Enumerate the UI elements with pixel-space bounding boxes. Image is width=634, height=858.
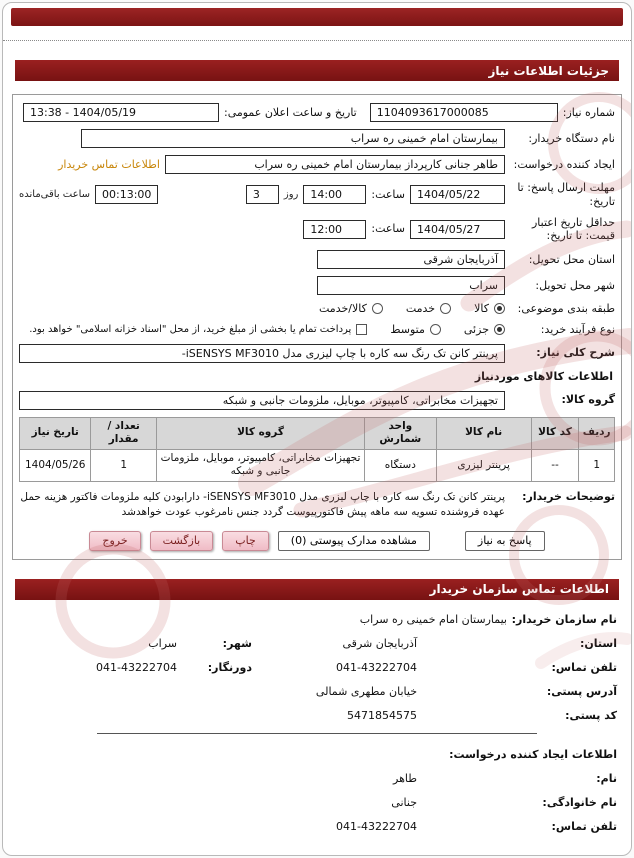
process-radio-minor[interactable] [494,324,505,335]
process-type-label: نوع فرآیند خرید: [540,322,615,336]
goods-group-value: تجهیزات مخابراتی، کامپیوتر، موبایل، ملزومات جانبی و شبکه [19,391,505,410]
remaining-days-value: 3 [246,185,279,204]
treasury-checkbox[interactable] [356,324,367,335]
col-quantity: تعداد / مقدار [91,417,156,449]
row-process-type [19,323,615,337]
creator-phone-label: تلفن تماس: [551,819,617,833]
col-row-number: ردیف [579,417,615,449]
contact-province-label: استان: [580,636,617,650]
cell-row-number: 1 [579,449,615,481]
category-option-goods-service: کالا/خدمت [319,302,367,316]
row-buyer-notes [19,490,615,520]
row-description [19,344,615,363]
need-number-value: 1104093617000085 [370,103,558,122]
deadline-time-value: 14:00 [303,185,366,204]
price-validity-time-label: ساعت: [371,222,405,236]
buyer-org-value: بیمارستان امام خمینی ره سراب [81,129,505,148]
top-bar [11,8,623,26]
respond-button[interactable]: پاسخ به نیاز [465,531,545,551]
process-option-medium: متوسط [390,323,425,337]
row-postal-address [17,685,617,698]
delivery-city-value: سراب [317,276,505,295]
view-attachments-button[interactable]: مشاهده مدارک پیوستی (0) [278,531,430,551]
items-table [19,417,615,483]
buyer-notes-value: پرینتر کانن تک رنگ سه کاره با چاپ لیزری مدل iSENSYS MF3010- دارابودن کلیه ملزومات فاکتور هزینه حمل عهده فروشنده تسویه سه ماهه پیش فاکتورپیوست گردد جنس نامرغوب عودت خواهدشد [20,491,505,519]
process-radio-medium[interactable] [430,324,441,335]
category-radio-service[interactable] [440,303,451,314]
cell-item-code: -- [531,449,579,481]
print-button[interactable]: چاپ [222,531,269,551]
contact-city-value: سراب [148,636,177,650]
category-radio-goods[interactable] [494,303,505,314]
price-validity-time: 12:00 [303,220,366,239]
row-creator [19,155,615,174]
row-creator-last-name [17,796,617,809]
contact-fax-label: دورنگار: [207,660,252,674]
announce-datetime-value: 13:38 - 1404/05/19 [23,103,219,122]
category-label: طبقه بندی موضوعی: [517,302,615,315]
contact-fax-value: 041-43222704 [96,660,177,674]
creator-value: طاهر جنانی کارپرداز بیمارستان امام خمینی ره سراب [165,155,505,174]
buyer-notes-label: توضیحات خریدار: [522,490,615,504]
goods-group-label: گروه کالا: [561,393,615,407]
deadline-time-label: ساعت: [371,187,405,201]
description-value: پرینتر کانن تک رنگ سه کاره با چاپ لیزری مدل iSENSYS MF3010- [19,344,505,363]
page [2,2,632,856]
back-button[interactable]: بازگشت [150,531,214,551]
remaining-days-label: روز [283,188,299,200]
contact-province-value: آذربایجان شرقی [342,636,417,650]
row-creator-phone [17,820,617,833]
creator-label: ایجاد کننده درخواست: [513,157,615,171]
col-item-code: کد کالا [531,417,579,449]
row-postal-code [17,709,617,722]
section-header-contact-label: اطلاعات تماس سازمان خریدار [429,582,609,596]
org-name-value: بیمارستان امام خمینی ره سراب [359,612,507,626]
section-header-details [15,60,619,81]
row-price-validity [19,216,615,244]
remaining-hours-label: ساعت باقی‌مانده [19,188,91,200]
buyer-contact-section [17,613,617,833]
action-buttons-row [19,531,615,551]
delivery-city-label: شهر محل تحویل: [535,278,615,292]
section-header-details-label: جزئیات اطلاعات نیاز [488,63,609,78]
row-org-name [17,613,617,626]
description-label: شرح کلی نیاز: [536,346,615,360]
col-need-date: تاریخ نیاز [20,417,91,449]
row-category [19,302,615,316]
row-goods-group [19,391,615,410]
price-validity-date: 1404/05/27 [410,220,505,239]
deadline-date-value: 1404/05/22 [410,185,505,204]
contact-divider [97,733,537,734]
delivery-province-label: استان محل تحویل: [528,252,615,266]
postal-code-label: کد پستی: [565,708,617,722]
row-province-city [17,637,617,650]
cell-quantity: 1 [91,449,156,481]
creator-first-name-value: طاهر [393,771,417,785]
category-option-service: خدمت [405,302,436,316]
announce-datetime-label: تاریخ و ساعت اعلان عمومی: [223,105,357,119]
cell-item-name: پرینتر لیزری [436,449,531,481]
buyer-org-label: نام دستگاه خریدار: [528,131,615,145]
request-details-panel [12,94,622,560]
col-item-name: نام کالا [436,417,531,449]
need-number-label: شماره نیاز: [562,105,615,119]
table-row [20,449,615,481]
contact-phone-label: تلفن تماس: [551,660,617,674]
contact-city-label: شهر: [222,636,252,650]
section-header-contact [15,579,619,600]
contact-phone-value: 041-43222704 [336,660,417,674]
creator-section-label: اطلاعات ایجاد کننده درخواست: [449,747,617,761]
exit-button[interactable]: خروج [89,531,140,551]
treasury-note: پرداخت تمام یا بخشی از مبلغ خرید، از محل "اسناد خزانه اسلامی" خواهد بود. [29,324,352,336]
row-delivery-province [19,250,615,269]
creator-phone-value: 041-43222704 [336,819,417,833]
org-name-label: نام سازمان خریدار: [511,612,617,626]
items-section-label: اطلاعات کالاهای موردنیاز [474,369,613,383]
postal-address-value: خیابان مطهری شمالی [315,684,417,698]
row-need-number [19,103,615,122]
col-unit: واحد شمارش [365,417,436,449]
row-deadline [19,181,615,209]
col-group: گروه کالا [156,417,364,449]
row-creator-section-label [17,748,617,761]
creator-last-name-value: جنانی [391,795,417,809]
buyer-contact-link[interactable]: اطلاعات تماس خریدار [58,158,160,171]
row-phone-fax [17,661,617,674]
cell-need-date: 1404/05/26 [20,449,91,481]
delivery-province-value: آذربایجان شرقی [317,250,505,269]
cell-unit: دستگاه [365,449,436,481]
items-table-header-row [20,417,615,449]
dotted-divider [3,40,631,41]
row-buyer-org [19,129,615,148]
row-delivery-city [19,276,615,295]
postal-code-value: 5471854575 [347,708,417,722]
category-radio-goods-service[interactable] [372,303,383,314]
category-option-goods: کالا [474,302,489,316]
price-validity-label: حداقل تاریخ اعتبار قیمت: تا تاریخ: [531,215,615,243]
creator-first-name-label: نام: [596,771,617,785]
creator-last-name-label: نام خانوادگی: [542,795,617,809]
remaining-hours-value: 00:13:00 [95,185,158,204]
row-creator-first-name [17,772,617,785]
process-option-minor: جزئی [463,323,489,337]
cell-group: تجهیزات مخابراتی، کامپیوتر، موبایل، ملزومات جانبی و شبکه [156,449,364,481]
deadline-label: مهلت ارسال پاسخ: تا تاریخ: [517,181,615,208]
postal-address-label: آدرس پستی: [546,684,617,698]
